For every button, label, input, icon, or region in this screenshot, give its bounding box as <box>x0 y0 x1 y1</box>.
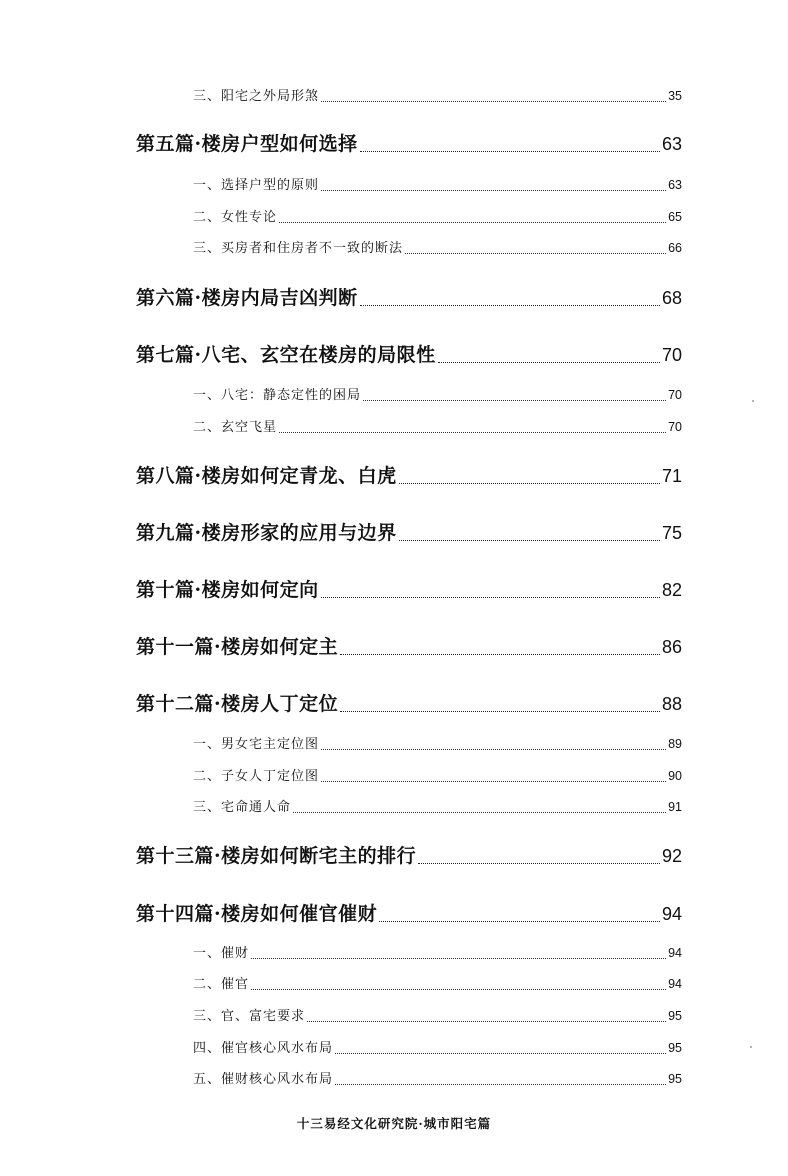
toc-entry-page: 89 <box>668 737 682 751</box>
toc-entry[interactable] <box>193 208 682 226</box>
toc-entry-page: 70 <box>668 388 682 402</box>
toc-entry-label: 三、买房者和住房者不一致的断法 <box>193 241 404 256</box>
dot-leader <box>399 539 660 541</box>
toc-entry-label: 四、催官核心风水布局 <box>193 1041 334 1056</box>
toc-entry-page: 91 <box>668 800 682 814</box>
dot-leader <box>293 811 666 813</box>
toc-chapter[interactable] <box>136 576 682 602</box>
toc-entry-label: 二、子女人丁定位图 <box>193 769 320 784</box>
dot-leader <box>438 361 660 363</box>
toc-entry-page: 70 <box>668 420 682 434</box>
toc-entry-page: 95 <box>668 1072 682 1086</box>
scan-speck <box>752 400 754 402</box>
dot-leader <box>363 399 666 401</box>
dot-leader <box>251 957 666 959</box>
toc-chapter[interactable] <box>136 519 682 545</box>
toc-entry-label: 二、女性专论 <box>193 210 278 225</box>
toc-chapter-label: 第五篇·楼房户型如何选择 <box>136 133 358 155</box>
toc-chapter[interactable] <box>136 130 682 156</box>
toc-chapter-label: 第十三篇·楼房如何断宅主的排行 <box>136 845 417 867</box>
toc-entry-label: 一、八宅：静态定性的困局 <box>193 388 362 403</box>
dot-leader <box>321 100 666 102</box>
dot-leader <box>360 304 660 306</box>
dot-leader <box>360 150 660 152</box>
toc-chapter-label: 第六篇·楼房内局吉凶判断 <box>136 287 358 309</box>
toc-entry[interactable] <box>193 944 682 962</box>
toc-entry-label: 二、催官 <box>193 977 250 992</box>
dot-leader <box>379 920 660 922</box>
toc-entry-page: 95 <box>668 1041 682 1055</box>
dot-leader <box>251 988 666 990</box>
toc-chapter-page: 68 <box>661 288 682 308</box>
toc-entry-page: 65 <box>668 210 682 224</box>
dot-leader <box>399 482 660 484</box>
toc-entry-page: 63 <box>668 178 682 192</box>
toc-chapter-page: 88 <box>661 694 682 714</box>
toc-entry-label: 五、催财核心风水布局 <box>193 1072 334 1087</box>
toc-chapter-page: 82 <box>661 580 682 600</box>
dot-leader <box>405 252 666 254</box>
toc-chapter-label: 第十四篇·楼房如何催官催财 <box>136 903 378 925</box>
toc-entry[interactable] <box>193 1070 682 1088</box>
toc-chapter-page: 86 <box>661 637 682 657</box>
dot-leader <box>335 1083 666 1085</box>
toc-chapter-label: 第十二篇·楼房人丁定位 <box>136 693 339 715</box>
toc-chapter-label: 第八篇·楼房如何定青龙、白虎 <box>136 465 397 487</box>
dot-leader <box>321 780 666 782</box>
toc-entry-page: 35 <box>668 89 682 103</box>
toc-entry[interactable] <box>193 239 682 257</box>
toc-chapter-page: 71 <box>661 466 682 486</box>
dot-leader <box>321 748 666 750</box>
toc-chapter[interactable] <box>136 633 682 659</box>
dot-leader <box>335 1052 666 1054</box>
toc-entry-page: 95 <box>668 1009 682 1023</box>
toc-chapter-page: 75 <box>661 523 682 543</box>
dot-leader <box>279 221 666 223</box>
toc-chapter-label: 第七篇·八宅、玄空在楼房的局限性 <box>136 344 436 366</box>
toc-chapter-label: 第九篇·楼房形家的应用与边界 <box>136 522 397 544</box>
toc-entry[interactable] <box>193 1039 682 1057</box>
toc-entry[interactable] <box>193 87 682 105</box>
toc-chapter[interactable] <box>136 462 682 488</box>
toc-chapter-page: 63 <box>661 134 682 154</box>
dot-leader <box>340 710 660 712</box>
toc-entry[interactable] <box>193 386 682 404</box>
toc-chapter-page: 92 <box>661 846 682 866</box>
toc-entry-page: 94 <box>668 946 682 960</box>
dot-leader <box>321 596 660 598</box>
toc-chapter[interactable] <box>136 690 682 716</box>
toc-entry[interactable] <box>193 735 682 753</box>
toc-chapter[interactable] <box>136 284 682 310</box>
toc-entry[interactable] <box>193 798 682 816</box>
toc-chapter-page: 94 <box>661 904 682 924</box>
toc-entry-label: 一、催财 <box>193 946 250 961</box>
toc-entry[interactable] <box>193 975 682 993</box>
toc-entry-label: 二、玄空飞星 <box>193 420 278 435</box>
toc-entry[interactable] <box>193 176 682 194</box>
dot-leader <box>279 431 666 433</box>
toc-entry-label: 三、宅命通人命 <box>193 800 292 815</box>
scan-speck <box>750 1046 752 1048</box>
toc-entry-label: 三、阳宅之外局形煞 <box>193 89 320 104</box>
toc-entry-label: 一、选择户型的原则 <box>193 178 320 193</box>
toc-entry-label: 三、官、富宅要求 <box>193 1009 306 1024</box>
dot-leader <box>418 862 660 864</box>
toc-chapter-label: 第十篇·楼房如何定向 <box>136 579 319 601</box>
toc-entry[interactable] <box>193 418 682 436</box>
toc-chapter[interactable] <box>136 900 682 926</box>
toc-entry-page: 66 <box>668 241 682 255</box>
dot-leader <box>340 653 660 655</box>
page-footer: 十三易经文化研究院·城市阳宅篇 <box>296 1116 492 1131</box>
toc-chapter-page: 70 <box>661 345 682 365</box>
toc-entry-label: 一、男女宅主定位图 <box>193 737 320 752</box>
toc-entry-page: 94 <box>668 977 682 991</box>
toc-entry-page: 90 <box>668 769 682 783</box>
dot-leader <box>321 189 666 191</box>
dot-leader <box>307 1020 666 1022</box>
toc-chapter[interactable] <box>136 842 682 868</box>
toc-chapter-label: 第十一篇·楼房如何定主 <box>136 636 339 658</box>
toc-chapter[interactable] <box>136 341 682 367</box>
toc-entry[interactable] <box>193 767 682 785</box>
toc-entry[interactable] <box>193 1007 682 1025</box>
